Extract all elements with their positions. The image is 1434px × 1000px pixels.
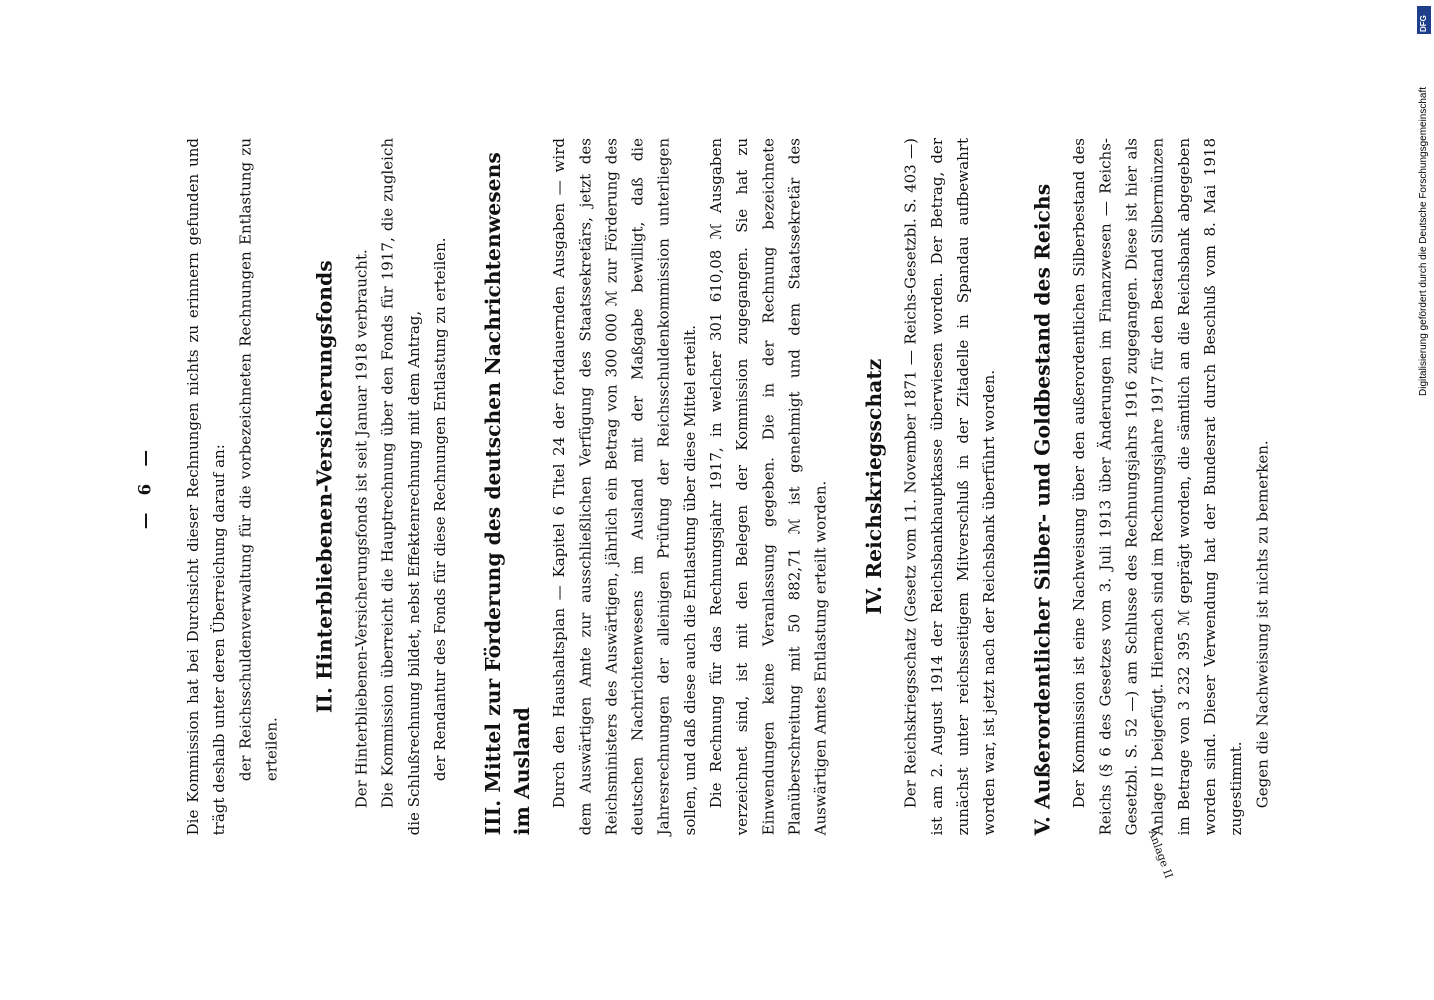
intro-paragraph: Die Kommission hat bei Durchsicht dieser Rechnungen nichts zu erinnern gefunden und trägt deshalb unter deren Überreichung darauf an: [184,138,229,836]
dfg-logo-text: DFG [1419,15,1428,32]
section-5-heading: V. Außerordentlicher Silber- und Goldbestand des Reichs [1029,183,1055,836]
section-3-heading: III. Mittel zur Förderung des deutschen Nachrichtenwesens im Ausland [480,152,535,836]
dfg-logo [1417,6,1431,34]
section-4-heading: IV. Reichskriegsschatz [861,358,886,615]
funding-caption [1414,6,1434,396]
section-2-heading: II. Hinterbliebenen-Versicherungsfonds [312,260,337,714]
margin-annotation: Anlage II [1145,828,1176,881]
rotated-page-content [136,138,1276,835]
section-5-paragraph-2: Gegen die Nachweisung ist nichts zu bemerken. [1253,440,1272,809]
section-3-paragraph-1: Durch den Haushaltsplan — Kapitel 6 Titel 24 der fortdauernden Ausgaben — wird dem Auswärtigen Amte zur ausschließlichen Verfügung des Staatssekretärs, jetzt des Reichsministers des Auswärtigen, jährlich ein Betrag von 300 000 ℳ zur Förderung des deutschen Nachrichtenwesens im Ausland mit der Maßgabe bewilligt, daß die Jahresrechnungen der alleinigen Prüfung der Reichsschuldenkommission unterliegen sollen, und daß diese auch die Entlastung über diese Mittel erteilt. [550,138,699,836]
funding-caption-text: Digitalisierung gefördert durch die Deutsche Forschungsgemeinschaft [1418,86,1429,396]
page-number: — 6 — [136,444,156,530]
section-5-paragraph-1: Der Kommission ist eine Nachweisung über den außerordentlichen Silberbestand des Reichs (§ 6 des Gesetzes vom 3. Juli 1913 über Änderungen im Finanzwesen — Reichs-Gesetzbl. S. 52 —) am Schlusse des Rechnungsjahrs 1916 zugegangen. Diese ist hier als Anlage II beigefügt. Hiernach sind im Rechnungsjahre 1917 für den Bestand Silbermünzen im Betrage von 3 232 395 ℳ geprägt worden, die sämtlich an die Reichsbank abgegeben worden sind. Dieser Verwendung hat der Bundesrat durch Beschluß vom 8. Mai 1918 zugestimmt. [1070,138,1246,836]
section-2-paragraph-3: der Rendantur des Fonds für diese Rechnungen Entlastung zu erteilen. [431,237,449,782]
intro-motion: der Reichsschuldenverwaltung für die vorbezeichneten Rechnungen Entlastung zu erteilen. [236,138,281,782]
section-2-paragraph-2: Die Kommission überreicht die Hauptrechnung über den Fonds für 1917, die zugleich die Schlußrechnung bildet, nebst Effektenrechnung mit dem Antrag, [379,138,423,836]
section-4-paragraph-1: Der Reichskriegsschatz (Gesetz vom 11. November 1871 — Reichs-Gesetzbl. S. 403 —) ist am 2. August 1914 der Reichsbankhauptkasse überwiesen worden. Der Betrag, der zunächst unter reichsseitigem Mitverschluß in der Zitadelle in Spandau aufbewahrt worden war, ist jetzt nach der Reichsbank überführt worden. [902,138,999,836]
section-2-paragraph-1: Der Hinterbliebenen-Versicherungsfonds ist seit Januar 1918 verbraucht. [352,249,371,809]
section-3-paragraph-2: Die Rechnung für das Rechnungsjahr 1917, in welcher 301 610,08 ℳ Ausgaben verzeichnet sind, ist mit den Belegen der Kommission zugegangen. Sie hat zu Einwendungen keine Veranlassung gegeben. Die in der Rechnung bezeichnete Planüberschreitung mit 50 882,71 ℳ ist genehmigt und dem Staatssekretär des Auswärtigen Amtes Entlastung erteilt worden. [707,138,830,836]
